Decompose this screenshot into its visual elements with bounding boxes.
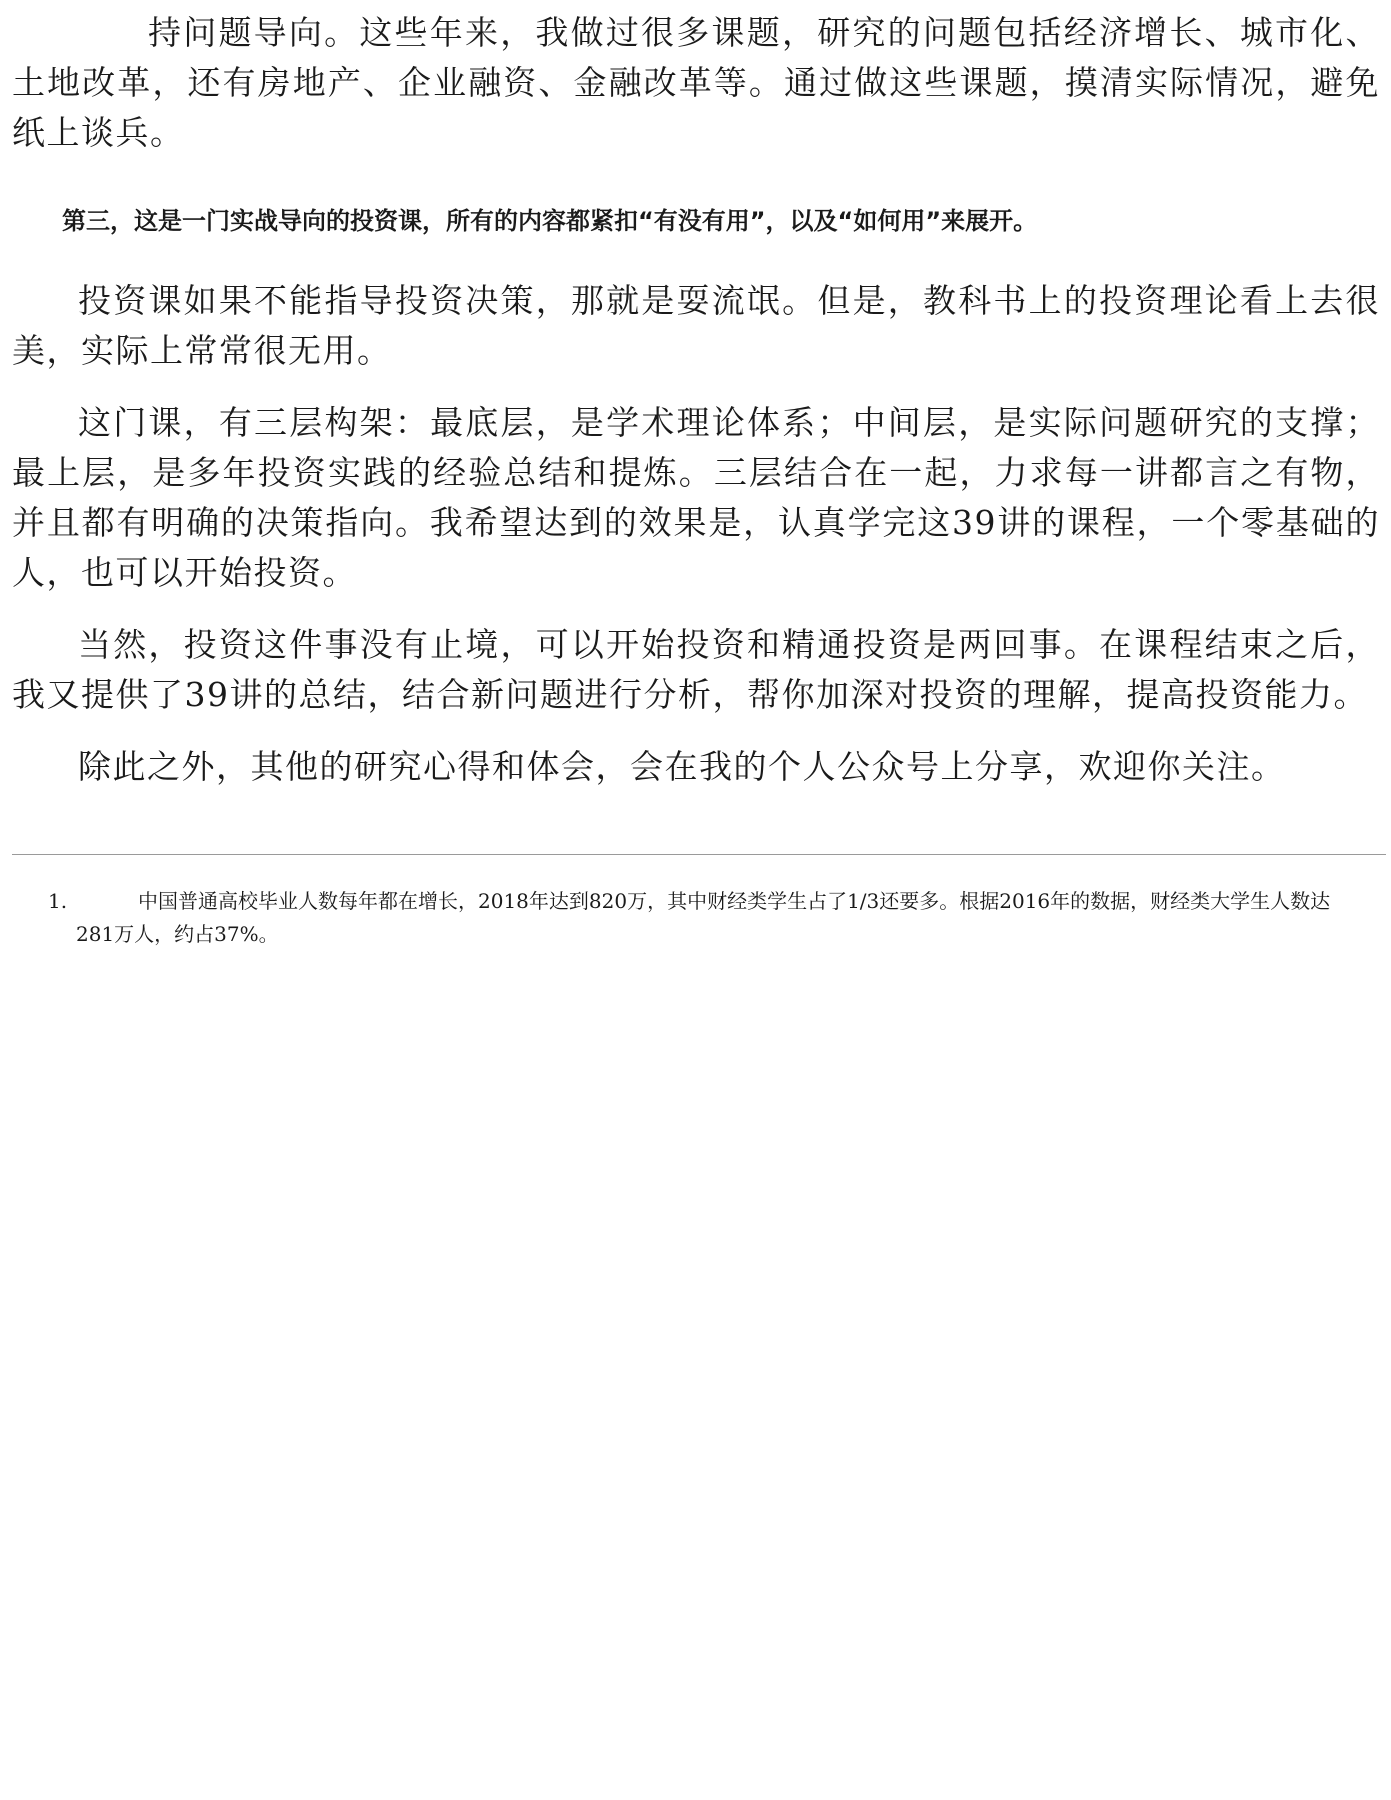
document-page <box>12 8 1380 792</box>
footnote-number: 1. <box>48 889 68 913</box>
paragraph-2: 投资课如果不能指导投资决策，那就是耍流氓。但是，教科书上的投资理论看上去很美，实际上常常很无用。 <box>12 281 1380 370</box>
paragraph-5: 除此之外，其他的研究心得和体会，会在我的个人公众号上分享，欢迎你关注。 <box>78 747 1286 786</box>
footnote <box>48 885 1368 951</box>
section-heading: 第三，这是一门实战导向的投资课，所有的内容都紧扣“有没有用”，以及“如何用”来展开。 <box>62 207 1038 235</box>
footnote-divider <box>12 854 1386 855</box>
footnote-text: 中国普通高校毕业人数每年都在增长，2018年达到820万，其中财经类学生占了1/3还要多。根据2016年的数据，财经类大学生人数达281万人，约占37%。 <box>76 889 1331 946</box>
paragraph-3: 这门课，有三层构架：最底层，是学术理论体系；中间层，是实际问题研究的支撑；最上层，是多年投资实践的经验总结和提炼。三层结合在一起，力求每一讲都言之有物，并且都有明确的决策指向。我希望达到的效果是，认真学完这39讲的课程，一个零基础的人，也可以开始投资。 <box>12 403 1380 592</box>
paragraph-4: 当然，投资这件事没有止境，可以开始投资和精通投资是两回事。在课程结束之后，我又提供了39讲的总结，结合新问题进行分析，帮你加深对投资的理解，提高投资能力。 <box>12 625 1380 714</box>
paragraph-1: 持问题导向。这些年来，我做过很多课题，研究的问题包括经济增长、城市化、土地改革，还有房地产、企业融资、金融改革等。通过做这些课题，摸清实际情况，避免纸上谈兵。 <box>12 13 1380 152</box>
